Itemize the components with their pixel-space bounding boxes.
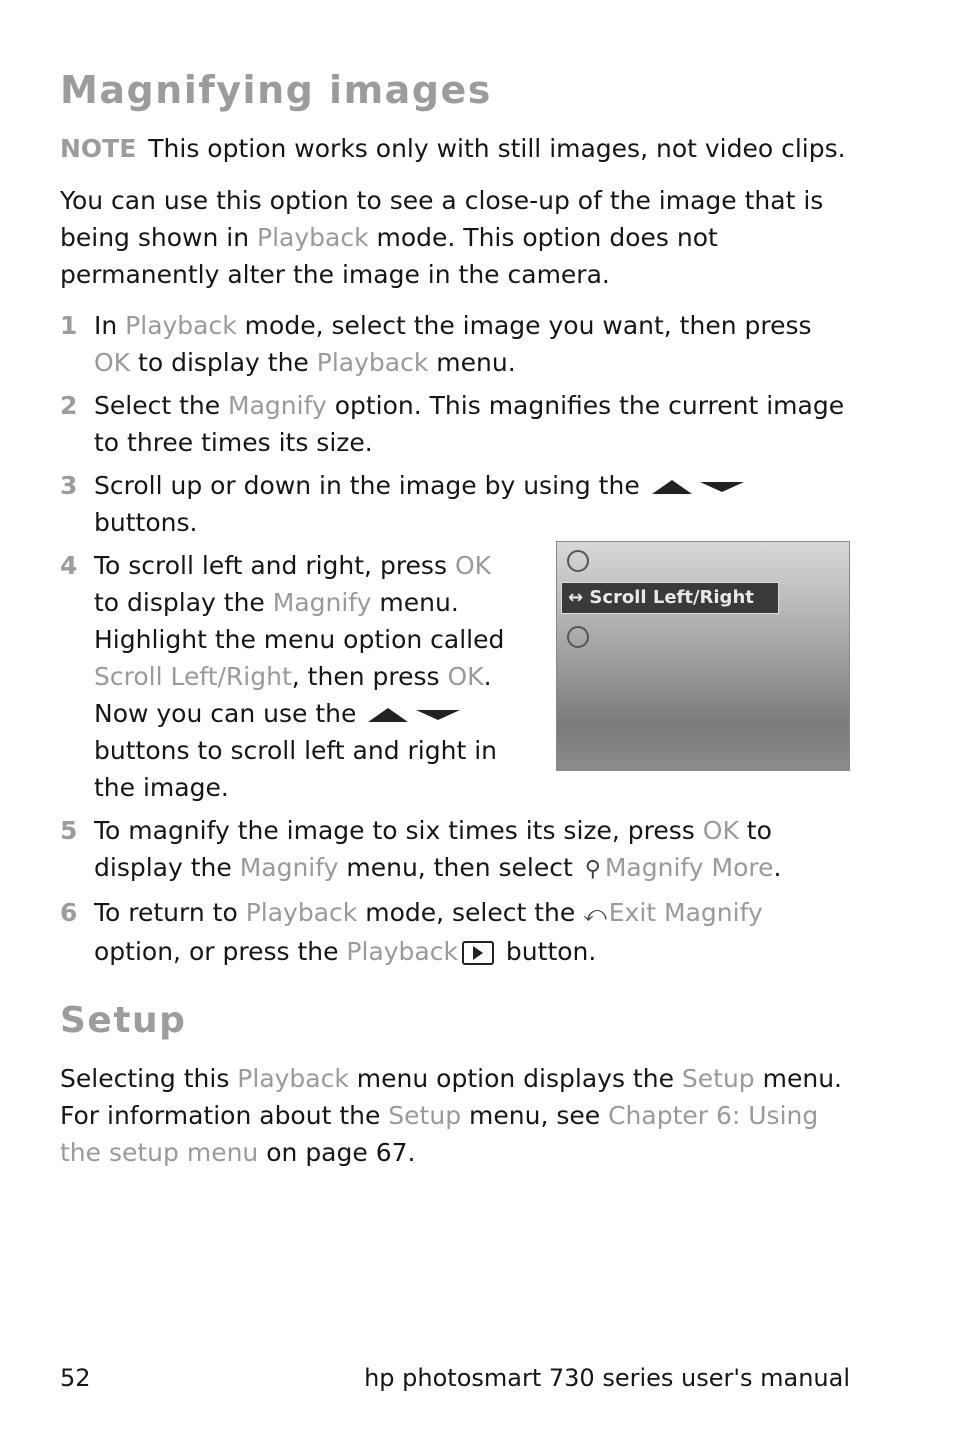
page-number: 52: [60, 1364, 91, 1392]
step-4: [60, 547, 850, 806]
camera-screen-image: [556, 541, 850, 771]
step-text: , then press: [291, 662, 448, 691]
step-text: mode, select the: [357, 898, 584, 927]
step-term: OK: [94, 348, 131, 377]
step-4-text: [60, 547, 514, 806]
up-arrow-icon: [368, 708, 408, 722]
step-text: Select the: [94, 391, 229, 420]
setup-text: menu. For information about the: [60, 1064, 843, 1130]
step-2: [60, 387, 850, 461]
step-number: 3: [60, 471, 78, 500]
scroll-left-right-menu-item: ↔ Scroll Left/Right: [561, 582, 779, 614]
intro-paragraph: [60, 182, 850, 293]
step-text: . Now you can use the: [94, 662, 492, 728]
up-arrow-icon: [652, 480, 692, 494]
page-content: [60, 60, 850, 1171]
step-5: [60, 812, 850, 888]
step-text: to display the: [94, 816, 772, 882]
step-6: [60, 894, 850, 970]
steps-list: [60, 307, 850, 970]
step-text: buttons to scroll left and right in the image.: [94, 736, 498, 802]
step-3: [60, 467, 850, 541]
down-arrow-icon: [416, 710, 460, 720]
step-text: option. This magnifies the current image to three times its size.: [94, 391, 845, 457]
magnify-more-icon: [567, 626, 589, 648]
step-term: Exit Magnify: [608, 898, 763, 927]
step-term: Scroll Left/Right: [94, 662, 292, 691]
setup-heading: Setup: [60, 1000, 187, 1041]
step-text: buttons.: [94, 508, 198, 537]
step-text: To return to: [94, 898, 246, 927]
step-term: Magnify: [239, 853, 339, 882]
step-text: To magnify the image to six times its size, press: [94, 816, 703, 845]
step-term: Magnify: [272, 588, 372, 617]
step-text: option, or press the: [94, 937, 347, 966]
step-number: 6: [60, 898, 78, 927]
magnify-icon: [567, 550, 589, 572]
step-text: Scroll up or down in the image by using the: [94, 471, 648, 500]
step-number: 4: [60, 551, 78, 580]
step-term: Playback: [346, 937, 458, 966]
magnify-more-icon: ⚲: [584, 857, 601, 882]
step-term: Magnify More: [604, 853, 774, 882]
intro-text-a: You can use this option to see a close-up of the image that is being shown in: [60, 186, 824, 252]
step-number: 1: [60, 311, 78, 340]
step-text: to display the: [94, 588, 273, 617]
setup-text: menu, see: [461, 1101, 609, 1130]
page-footer: [60, 1364, 850, 1392]
step-text: button.: [497, 937, 597, 966]
menu-label: Scroll Left/Right: [589, 587, 754, 608]
step-number: 2: [60, 391, 78, 420]
step-text: to display the: [130, 348, 317, 377]
exit-icon: ⤺: [583, 902, 607, 927]
step-term: OK: [454, 551, 492, 580]
note-label: NOTE: [60, 134, 137, 163]
setup-text: menu option displays the: [348, 1064, 682, 1093]
step-term: Magnify: [228, 391, 327, 420]
setup-paragraph: [60, 1060, 850, 1171]
step-term: OK: [702, 816, 739, 845]
intro-text-b: mode. This option does not permanently alter the image in the camera.: [60, 223, 718, 289]
setup-term: Playback: [237, 1064, 349, 1093]
setup-text: on page 67.: [258, 1138, 416, 1167]
setup-term: Setup: [388, 1101, 462, 1130]
step-term: Playback: [245, 898, 358, 927]
setup-text: Selecting this: [60, 1064, 238, 1093]
note-text: This option works only with still images, not video clips.: [148, 134, 846, 163]
step-text: .: [773, 853, 782, 882]
page-title: Magnifying images: [60, 68, 492, 112]
step-text: To scroll left and right, press: [94, 551, 455, 580]
step-term: Playback: [316, 348, 429, 377]
intro-playback-term: Playback: [257, 223, 369, 252]
manual-title: hp photosmart 730 series user's manual: [364, 1364, 850, 1392]
step-text: In: [94, 311, 126, 340]
step-text: menu.: [428, 348, 516, 377]
step-number: 5: [60, 816, 78, 845]
step-text: mode, select the image you want, then press: [236, 311, 812, 340]
step-1: [60, 307, 850, 381]
setup-term: Setup: [681, 1064, 755, 1093]
step-text: menu. Highlight the menu option called: [94, 588, 505, 654]
step-text: menu, then select: [338, 853, 581, 882]
step-term: Playback: [125, 311, 237, 340]
chapter-reference-link[interactable]: Chapter 6: Using the setup menu: [60, 1101, 819, 1167]
playback-button-icon: [462, 941, 494, 965]
step-term: OK: [447, 662, 484, 691]
down-arrow-icon: [700, 482, 744, 492]
note-paragraph: [60, 130, 850, 168]
